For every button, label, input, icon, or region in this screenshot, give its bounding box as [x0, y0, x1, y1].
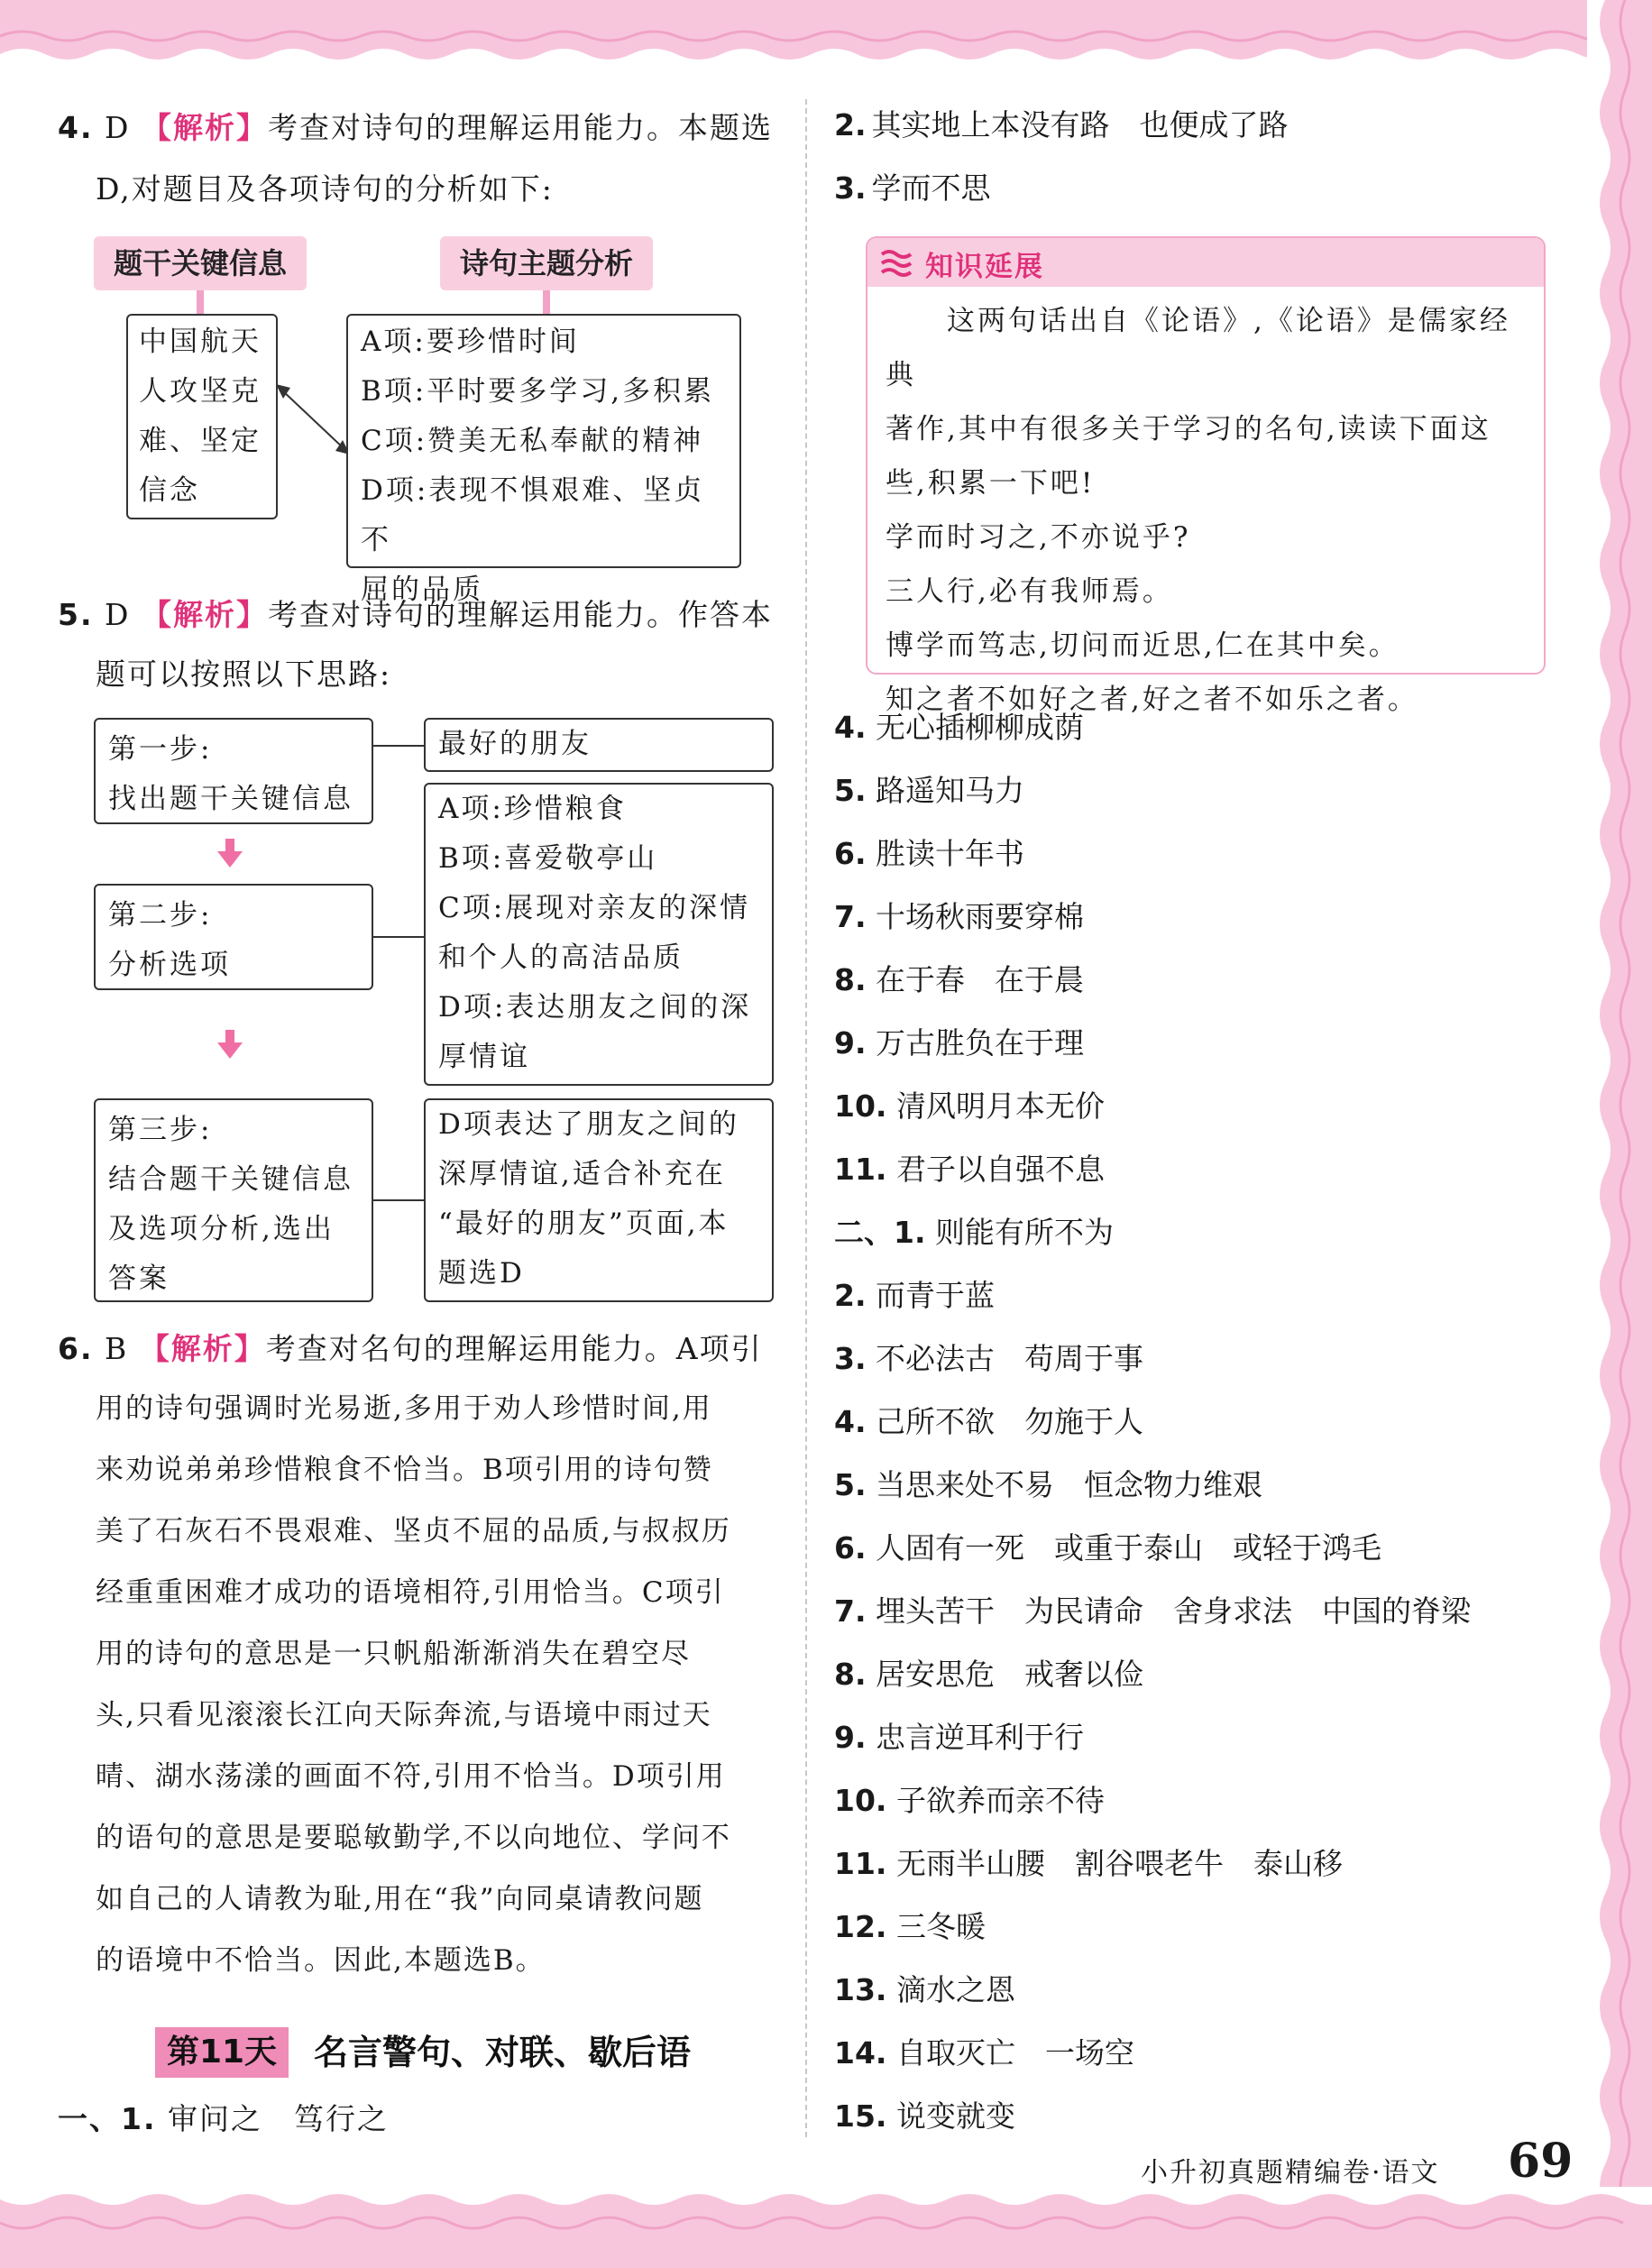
q6-body-line: 头,只看见滚滚长江向天际奔流,与语境中雨过天	[96, 1699, 712, 1731]
q5-line2: 题可以按照以下思路:	[96, 657, 392, 692]
q5-step2-line: 第二步:	[108, 899, 213, 932]
q5-option-line: A项:珍惜粮食	[438, 793, 627, 825]
q4-option-analysis-box	[346, 314, 741, 606]
q4-stem-right	[543, 290, 550, 314]
item-text: 君子以自强不息	[895, 1152, 1105, 1187]
item-text: 十场秋雨要穿棉	[876, 899, 1084, 934]
q4-key-info-box	[126, 314, 278, 519]
item-number: 8.	[834, 962, 867, 997]
item-number: 4.	[834, 710, 867, 745]
q5-step3-line: 第三步:	[108, 1114, 213, 1146]
right-answer-list	[834, 696, 1574, 2148]
q6-body-line: 经重重困难才成功的语境相符,引用恰当。C项引	[96, 1576, 725, 1609]
q5-analysis-tag: 【解析】	[141, 597, 268, 632]
item-text: 居安思危 戒奢以俭	[876, 1657, 1143, 1692]
section1-item1	[58, 2089, 779, 2150]
q4-key-line: 难、坚定	[139, 425, 262, 457]
item-number: 13.	[834, 1972, 887, 2007]
item-number: 11.	[834, 1152, 887, 1187]
right-item-3	[834, 166, 991, 211]
item-number: 3.	[834, 170, 867, 206]
q5-option-line: B项:喜爱敬亭山	[438, 842, 658, 875]
q5-text-line1: 考查对诗句的理解运用能力。作答本	[267, 597, 773, 632]
item-number: 7.	[834, 1593, 867, 1629]
item-text: 三冬暖	[895, 1909, 986, 1944]
extension-line: 学而时习之,不亦说乎?	[886, 521, 1191, 554]
item-number: 12.	[834, 1909, 887, 1944]
list-item	[834, 1580, 1574, 1643]
list-item	[834, 1138, 1574, 1201]
list-item	[834, 1012, 1574, 1075]
q5-conclusion-line: 题选D	[438, 1257, 525, 1290]
list-item	[834, 1896, 1574, 1959]
item-text: 子欲养而亲不待	[895, 1783, 1105, 1818]
item-text: 埋头苦干 为民请命 舍身求法 中国的脊梁	[876, 1593, 1471, 1629]
list-item	[834, 1201, 1574, 1264]
q5-line1	[58, 584, 779, 646]
item-text: 自取灭亡 一场空	[895, 2035, 1134, 2071]
q6-body-line: 用的诗句的意思是一只帆船渐渐消失在碧空尽	[96, 1638, 691, 1670]
item-number: 6.	[834, 1530, 867, 1566]
item-number: 15.	[834, 2098, 887, 2134]
knowledge-extension-title: 知识延展	[925, 251, 1044, 283]
page-number: 69	[1508, 2134, 1574, 2189]
item-number: 8.	[834, 1657, 867, 1692]
q6-text-line1: 考查对名句的理解运用能力。A项引	[265, 1331, 763, 1366]
list-item	[834, 1769, 1574, 1832]
item-text: 万古胜负在于理	[876, 1025, 1084, 1061]
q4-option-line: 屈的品质	[361, 574, 483, 606]
item-text: 清风明月本无价	[895, 1088, 1105, 1124]
q6-body-line: 的语句的意思是要聪敏勤学,不以向地位、学问不	[96, 1822, 731, 1854]
q5-arrow-shaft	[225, 839, 234, 851]
item-text: 己所不欲 勿施于人	[876, 1404, 1143, 1439]
item-text: 则能有所不为	[935, 1215, 1114, 1250]
item-number: 11.	[834, 1846, 887, 1881]
q6-body-line: 如自己的人请教为耻,用在“我”向同桌请教问题	[96, 1883, 704, 1915]
item-number: 二、1.	[834, 1215, 926, 1250]
knowledge-extension-body	[886, 294, 1528, 727]
q5-connector	[373, 936, 424, 938]
q5-down-arrow-icon	[217, 851, 243, 868]
knowledge-extension-box	[866, 236, 1546, 716]
q5-step3-line: 答案	[108, 1263, 170, 1295]
item-number: 10.	[834, 1783, 887, 1818]
item-number: 4.	[834, 1404, 867, 1439]
list-item	[834, 1643, 1574, 1706]
q4-key-line: 信念	[139, 474, 200, 507]
day-title: 名言警句、对联、歇后语	[314, 2033, 692, 2072]
section1-item1-text: 审问之 笃行之	[168, 2101, 389, 2136]
list-item	[834, 1391, 1574, 1454]
list-item	[834, 949, 1574, 1012]
item-number: 2.	[834, 1278, 867, 1313]
q5-arrow-shaft	[225, 1030, 234, 1042]
item-number: 3.	[834, 1341, 867, 1376]
q6-body-line: 晴、湖水荡漾的画面不符,引用不恰当。D项引用	[96, 1760, 726, 1793]
list-item	[834, 2085, 1574, 2148]
item-text: 学而不思	[871, 170, 991, 206]
q4-connector-arrow	[276, 379, 350, 460]
q5-answer: D	[105, 597, 131, 632]
item-text: 无雨半山腰 割谷喂老牛 泰山移	[895, 1846, 1343, 1881]
q4-line2: D,对题目及各项诗句的分析如下:	[96, 171, 554, 207]
q5-step2-box	[94, 884, 373, 990]
q6-body-line: 来劝说弟弟珍惜粮食不恰当。B项引用的诗句赞	[96, 1454, 713, 1486]
q4-option-line: C项:赞美无私奉献的精神	[361, 425, 704, 457]
q5-step1-box	[94, 718, 373, 824]
item-number: 9.	[834, 1025, 867, 1061]
item-number: 6.	[834, 836, 867, 871]
item-text: 路遥知马力	[876, 773, 1024, 808]
q4-analysis-tag: 【解析】	[141, 110, 268, 145]
q5-step3-line: 及选项分析,选出	[108, 1213, 335, 1245]
list-item	[834, 1454, 1574, 1517]
list-item	[834, 1832, 1574, 1896]
item-text: 无心插柳柳成荫	[876, 710, 1084, 745]
right-item-2	[834, 103, 1289, 148]
section1-item1-number: 1.	[121, 2101, 157, 2136]
extension-line: 博学而笃志,切问而近思,仁在其中矣。	[886, 629, 1400, 662]
q6-analysis-tag: 【解析】	[139, 1331, 266, 1366]
list-item	[834, 1327, 1574, 1391]
item-text: 说变就变	[895, 2098, 1015, 2134]
q5-step1-line: 第一步:	[108, 733, 213, 766]
q5-step2-line: 分析选项	[108, 949, 231, 981]
list-item	[834, 1075, 1574, 1138]
q4-option-line: A项:要珍惜时间	[361, 326, 580, 358]
q5-connector	[373, 1199, 424, 1201]
extension-line: 知之者不如好之者,好之者不如乐之者。	[886, 684, 1418, 716]
item-text: 而青于蓝	[876, 1278, 995, 1313]
item-number: 10.	[834, 1088, 887, 1124]
q5-number: 5.	[58, 597, 94, 632]
wave-lines-icon	[880, 249, 916, 278]
day-badge: 第11天	[155, 2027, 289, 2078]
q4-option-line: D项:表现不惧艰难、坚贞不	[361, 474, 705, 556]
q4-text-line1: 考查对诗句的理解运用能力。本题选	[267, 110, 773, 145]
item-text: 在于春 在于晨	[876, 962, 1084, 997]
list-item	[834, 822, 1574, 886]
q5-conclusion-line: D项表达了朋友之间的	[438, 1108, 739, 1141]
q5-step3-box	[94, 1098, 373, 1302]
list-item	[834, 696, 1574, 759]
q4-line1	[58, 97, 779, 159]
q4-key-line: 人攻坚克	[139, 375, 262, 408]
q5-conclusion-line: 深厚情谊,适合补充在	[438, 1158, 726, 1190]
q4-key-line: 中国航天	[139, 326, 262, 358]
item-text: 忠言逆耳利于行	[876, 1720, 1084, 1755]
q4-option-line: B项:平时要多学习,多积累	[361, 375, 715, 408]
q4-stem-left	[197, 290, 204, 314]
q5-option-line: 和个人的高洁品质	[438, 941, 684, 974]
list-item	[834, 1706, 1574, 1769]
column-divider	[805, 99, 807, 2137]
item-text: 滴水之恩	[895, 1972, 1015, 2007]
item-text: 其实地上本没有路 也便成了路	[871, 107, 1289, 142]
q6-body	[96, 1378, 781, 1991]
q5-option-line: C项:展现对亲友的深情	[438, 892, 751, 924]
q6-number: 6.	[58, 1331, 94, 1366]
item-text: 不必法古 苟周于事	[876, 1341, 1143, 1376]
q6-line1	[58, 1318, 779, 1380]
section1-prefix: 一、	[58, 2101, 121, 2136]
extension-line: 三人行,必有我师焉。	[886, 575, 1173, 608]
item-number: 5.	[834, 1467, 867, 1502]
q6-body-line: 美了石灰石不畏艰难、坚贞不屈的品质,与叔叔历	[96, 1515, 731, 1547]
item-number: 7.	[834, 899, 867, 934]
q5-option-line: D项:表达朋友之间的深	[438, 991, 752, 1024]
extension-line: 这两句话出自《论语》,《论语》是儒家经典	[886, 305, 1510, 391]
q4-head-left: 题干关键信息	[94, 236, 307, 290]
q5-down-arrow-icon	[217, 1042, 243, 1059]
q5-keyinfo-line: 最好的朋友	[438, 728, 592, 760]
list-item	[834, 2022, 1574, 2085]
q5-connector	[373, 745, 424, 747]
q5-options-box	[424, 783, 774, 1086]
item-number: 2.	[834, 107, 867, 142]
extension-line: 著作,其中有很多关于学习的名句,读读下面这	[886, 413, 1491, 445]
q6-body-line: 用的诗句强调时光易逝,多用于劝人珍惜时间,用	[96, 1392, 712, 1425]
q5-option-line: 厚情谊	[438, 1041, 530, 1073]
q5-step3-line: 结合题干关键信息	[108, 1163, 353, 1196]
book-title: 小升初真题精编卷·语文	[1141, 2157, 1440, 2189]
q5-conclusion-line: “最好的朋友”页面,本	[438, 1207, 730, 1240]
item-number: 14.	[834, 2035, 887, 2071]
list-item	[834, 759, 1574, 822]
list-item	[834, 886, 1574, 949]
item-number: 9.	[834, 1720, 867, 1755]
q5-keyinfo-box	[424, 718, 774, 772]
item-text: 人固有一死 或重于泰山 或轻于鸿毛	[876, 1530, 1381, 1566]
item-number: 5.	[834, 773, 867, 808]
q4-answer: D	[105, 110, 131, 145]
list-item	[834, 1517, 1574, 1580]
q6-answer: B	[105, 1331, 129, 1366]
q5-step1-line: 找出题干关键信息	[108, 783, 353, 815]
q5-conclusion-box	[424, 1098, 774, 1302]
q4-number: 4.	[58, 110, 94, 145]
item-text: 当思来处不易 恒念物力维艰	[876, 1467, 1262, 1502]
q6-body-line: 的语境中不恰当。因此,本题选B。	[96, 1944, 546, 1977]
item-text: 胜读十年书	[876, 836, 1024, 871]
list-item	[834, 1959, 1574, 2022]
list-item	[834, 1264, 1574, 1327]
extension-line: 些,积累一下吧!	[886, 467, 1096, 500]
q4-head-right: 诗句主题分析	[440, 236, 653, 290]
